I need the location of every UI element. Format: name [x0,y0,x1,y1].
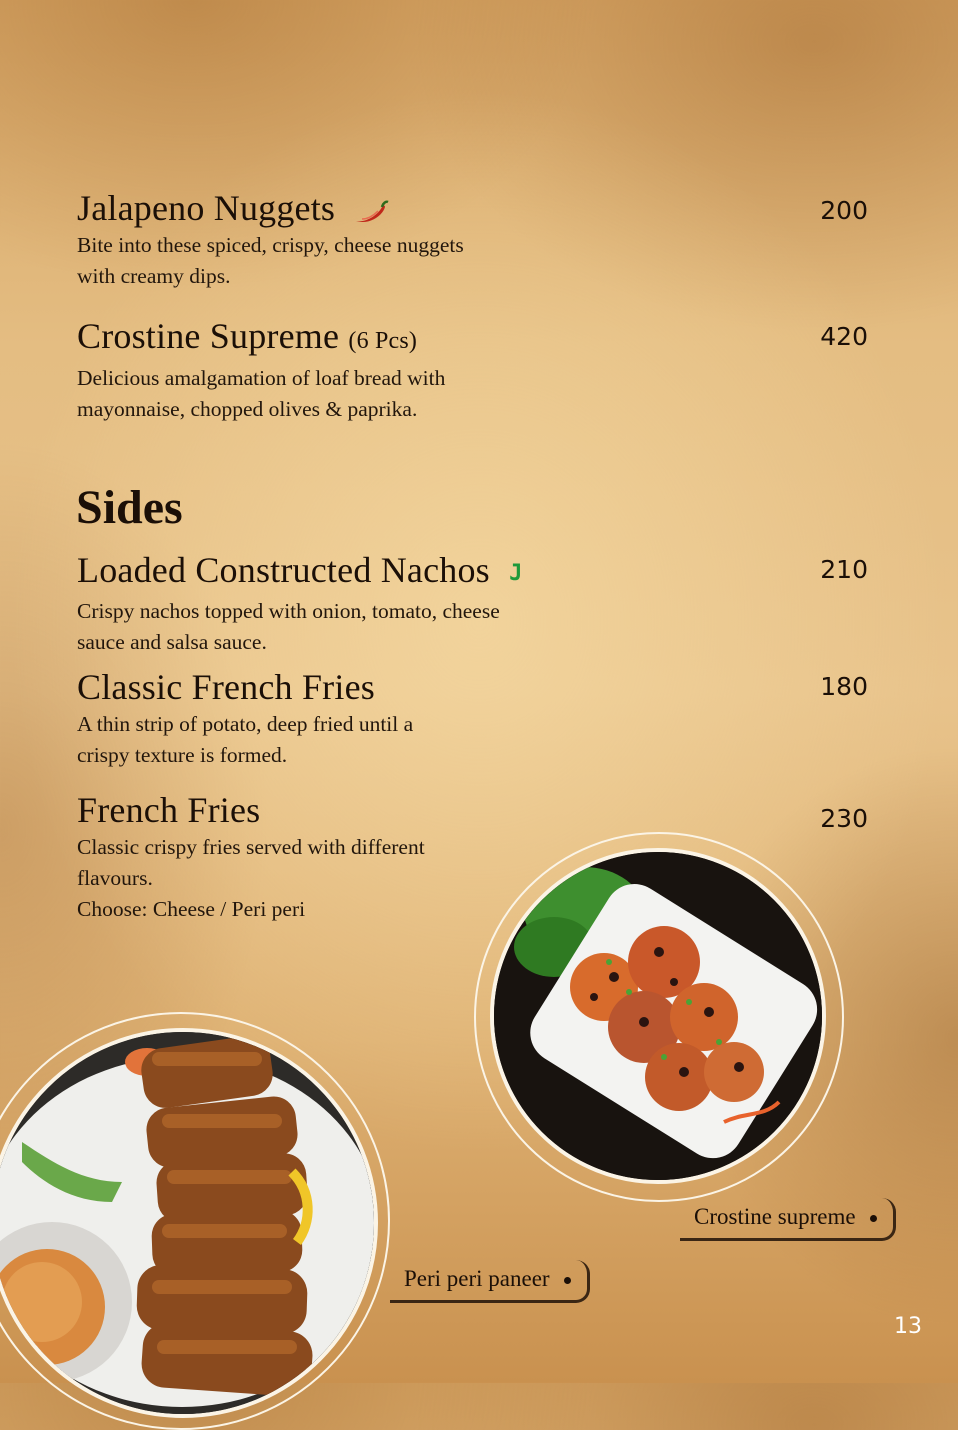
item-description: Classic crispy fries served with different [77,835,425,859]
item-name: French Fries [77,790,261,830]
item-description: Delicious amalgamation of loaf bread with [77,366,446,390]
food-image-crostine [494,852,822,1180]
item-name: Crostine Supreme [77,316,340,356]
chili-icon [352,199,390,225]
price-loaded-nachos: 210 [820,555,868,584]
menu-item-classic-french-fries [77,667,897,771]
crostine-supreme-photo [490,848,826,1184]
price-jalapeno-nuggets: 200 [820,196,868,225]
caption-text: Peri peri paneer [404,1266,550,1291]
menu-item-crostine-supreme [77,316,897,425]
item-description: mayonnaise, chopped olives & paprika. [77,397,418,421]
item-description: A thin strip of potato, deep fried until a [77,712,414,736]
bullet-dot-icon [564,1277,571,1284]
price-classic-french-fries: 180 [820,672,868,701]
food-image-paneer [0,1032,374,1414]
item-description: sauce and salsa sauce. [77,629,267,654]
caption-text: Crostine supreme [694,1204,856,1229]
item-description: crispy texture is formed. [77,743,288,767]
item-name: Loaded Constructed Nachos [77,550,490,590]
item-description: flavours. [77,866,153,890]
caption-peri-peri-paneer [390,1260,590,1303]
section-title-sides: Sides [76,481,183,534]
jain-badge: J [509,560,523,586]
item-description: Bite into these spiced, crispy, cheese nuggets [77,233,464,257]
menu-item-loaded-nachos [77,550,897,658]
item-name: Jalapeno Nuggets [77,188,336,228]
price-french-fries: 230 [820,804,868,833]
item-description: with creamy dips. [77,264,231,288]
item-description: Crispy nachos topped with onion, tomato, cheese [77,598,500,623]
price-crostine-supreme: 420 [820,322,868,351]
bullet-dot-icon [870,1215,877,1222]
item-quantity: (6 Pcs) [348,328,418,354]
item-options: Choose: Cheese / Peri peri [77,897,306,921]
peri-peri-paneer-photo [0,1028,378,1418]
page-number: 13 [894,1314,922,1339]
menu-item-jalapeno-nuggets [77,188,897,292]
caption-crostine-supreme [680,1198,896,1241]
item-name: Classic French Fries [77,667,375,707]
